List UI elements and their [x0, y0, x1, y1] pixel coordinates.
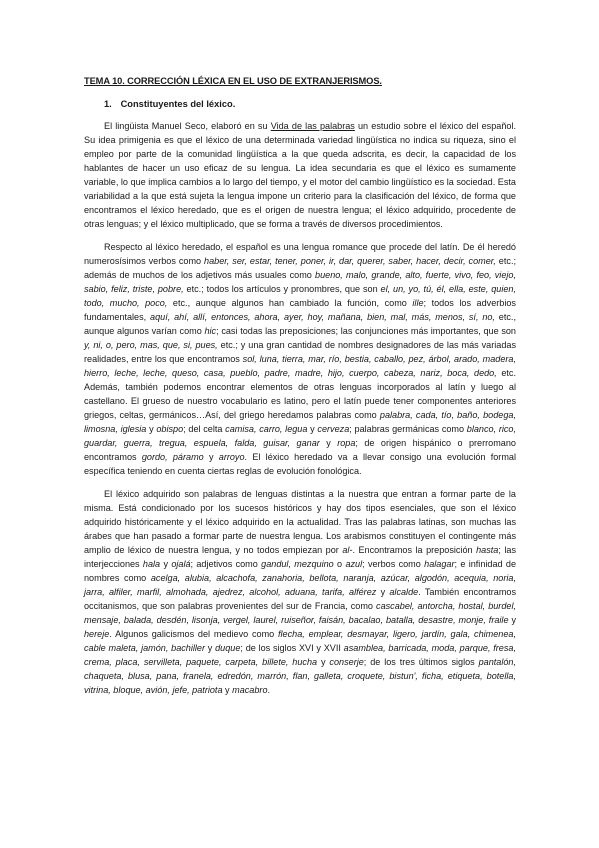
italic-term: bueno, malo, grande, alto, fuerte, vivo, feo, viejo, sabio, feliz, triste, pobre,	[84, 270, 516, 294]
text-run: ; de origen hispánico o prerromano encontramos	[84, 438, 516, 462]
italic-term: hereje	[84, 629, 110, 639]
text-run: ; e infinidad de nombres como	[84, 559, 517, 583]
text-run: y	[146, 424, 157, 434]
text-run: y	[307, 424, 318, 434]
italic-term: ojalá	[171, 559, 191, 569]
italic-term: obispo	[156, 424, 184, 434]
italic-term: hic	[204, 326, 217, 336]
italic-term: ille	[412, 298, 424, 308]
italic-term: acelga, alubia, alcachofa, zanahoria, bellota, naranja, azúcar, algodón, acequia, noria, jarra, alfiler, marfil, almohada, ajedrez, alcohol, aduana, tarifa, alférez	[84, 573, 516, 597]
italic-term: duque	[215, 643, 241, 653]
italic-term: sol, luna, tierra, mar, río, bestia, caballo, pez, árbol, arado, madera, hierro, leche, leche, queso, casa, pueblo, padre, madre, hijo, cuerpo, cabeza, nariz, boca, dedo,	[84, 354, 516, 378]
text-run: Respecto al léxico heredado, el español es una lengua romance que procede del latín. De él heredó numerosísimos verbos como	[84, 242, 516, 266]
text-run: . Algunos galicismos del medievo como	[109, 629, 278, 639]
section-number: 1.	[104, 99, 112, 109]
text-run: y	[317, 657, 330, 667]
text-run: . También encontramos occitanismos, que son palabras provenientes del sur de Francia, como	[84, 587, 517, 611]
italic-term: asamblea, barricada, moda, parque, fresa, crema, placa, servilleta, paquete, carpeta, billete, hucha	[84, 643, 516, 667]
section-heading	[104, 97, 516, 111]
italic-term: al-	[342, 545, 353, 555]
text-run: ; casi todas las preposiciones; las conjunciones más importantes, que son	[216, 326, 516, 336]
text-run: ; del celta	[183, 424, 226, 434]
text-run: ; las interjecciones	[84, 545, 516, 569]
paragraph-1	[84, 119, 516, 231]
italic-term: halagar	[424, 559, 455, 569]
italic-term: ropa	[337, 438, 356, 448]
text-run: y	[222, 685, 233, 695]
italic-term: y, ni, o, pero, mas, que, si, pues,	[84, 340, 218, 350]
italic-term: palabra, cada, tío, baño, bodega, limosna, iglesia	[84, 410, 516, 434]
text-run: etc.; además de muchos de los adjetivos más usuales como	[84, 256, 516, 280]
text-run: ; palabras germánicas como	[349, 424, 467, 434]
italic-term: cerveza	[317, 424, 350, 434]
section-title: Constituyentes del léxico.	[120, 99, 236, 109]
italic-term: conserje	[329, 657, 364, 667]
text-run: etc.; todos los artículos y pronombres, que son	[183, 284, 381, 294]
text-run: etc. Además, también podemos encontrar elementos de otras lenguas incorporados al latín y luego al castellano. El grueso de nuestro vocabulario es latino, pero el latín puede tener componentes anteriores griegos, celtas, germánicos…Así, del griego heredamos palabras como	[84, 368, 517, 420]
italic-term: macabro	[232, 685, 268, 695]
text-run: y	[160, 559, 172, 569]
paragraph-2	[84, 240, 516, 478]
text-run: y	[319, 438, 338, 448]
italic-term: pantalón, chaqueta, blusa, pana, franela, edredón, marrón, flan, galleta, croquete, bistun', ficha, etiqueta, botella, vitrina, bloque, avión, jefe, patriota	[84, 657, 517, 695]
text-run: etc.; y una gran cantidad de nombres designadores de las más variadas realidades, entre los que encontramos	[84, 340, 516, 364]
italic-term: azul	[345, 559, 363, 569]
text-run: .	[267, 685, 271, 695]
text-run: ; de los siglos XVI y XVII	[240, 643, 344, 653]
paragraph-3	[84, 487, 516, 697]
text-run: y	[203, 452, 219, 462]
text-run: ; adjetivos como	[190, 559, 262, 569]
text-run: etc., aunque algunos varían como	[84, 312, 516, 336]
text-run: ; verbos como	[362, 559, 425, 569]
document-title: TEMA 10. CORRECCIÓN LÉXICA EN EL USO DE EXTRANJERISMOS.	[84, 76, 382, 86]
italic-term: alcalde	[389, 587, 419, 597]
italic-term: cascabel, antorcha, hostal, burdel, mensaje, balada, desdén, lisonja, vergel, laurel, ruiseñor, faisán, bacalao, batalla, desastre, monje, fraile	[84, 601, 516, 625]
text-run: y	[205, 643, 216, 653]
text-run: El léxico adquirido son palabras de lenguas distintas a la nuestra que entran a formar parte de la misma. Está condicionado por los sucesos históricos y hay dos tipos esenciales, que son el léxico adquirido históricamente y el léxico adquirido en la actualidad. Tras las palabras latinas, son muchas las árabes que han pasado a formar parte de nuestra lengua. Los arabismos constituyen el contingente más amplio de léxico de nuestra lengua, y no todos empiezan por	[84, 489, 516, 555]
text-run: un estudio sobre el léxico del español. Su idea primigenia es que el léxico de una determinada variedad lingüística no indica su riqueza, sino el empleo por parte de la comunidad lingüística a la que queda adscrita, es decir, la capacidad de los hablantes de hacer un uso eficaz de su lengua. La idea secundaria es que el léxico es sumamente variable, lo que implica cambios a lo largo del tiempo, y el motor del cambio lingüístico es la sociedad. Esta variabilidad a la que está sujeta la lengua impone un criterio para la clasificación del léxico, de forma que encontramos el léxico heredado, que es el origen de nuestra lengua; el léxico adquirido, procedente de otras lenguas; y el léxico multiplicado, que se forma a través de diversos procedimientos.	[84, 121, 516, 229]
text-run: y	[508, 615, 517, 625]
book-title: Vida de las palabras	[270, 121, 355, 131]
italic-term: el, un, yo, tú, él, ella, este, quien, todo, mucho, poco,	[84, 284, 517, 308]
italic-term: gandul, mezquino	[261, 559, 334, 569]
text-run: ; de los tres últimos siglos	[363, 657, 479, 667]
text-run: El lingüista Manuel Seco, elaboró en su	[104, 121, 271, 131]
italic-term: gordo, páramo	[141, 452, 204, 462]
italic-term: hala	[142, 559, 161, 569]
italic-term: arroyo	[218, 452, 245, 462]
italic-term: haber, ser, estar, tener, poner, ir, dar, querer, saber, hacer, decir, comer,	[204, 256, 496, 266]
italic-term: aquí, ahí, allí, entonces, ahora, ayer, hoy, mañana, bien, mal, más, menos, sí, no,	[150, 312, 495, 322]
italic-term: flecha, emplear, desmayar, ligero, jardín, gala, chimenea, cable maleta, jamón, bachiller	[84, 629, 516, 653]
text-run: ; todos los adverbios fundamentales,	[84, 298, 516, 322]
italic-term: hasta	[476, 545, 499, 555]
text-run: etc., aunque algunos han cambiado la función, como	[167, 298, 413, 308]
document-body	[84, 74, 516, 706]
text-run: o	[333, 559, 346, 569]
italic-term: camisa, carro, legua	[225, 424, 308, 434]
text-run: . Encontramos la preposición	[352, 545, 477, 555]
text-run: y	[376, 587, 390, 597]
italic-term: blanco, rico, guardar, guerra, tregua, espuela, falda, guisar, ganar	[84, 424, 516, 448]
text-run: . El léxico heredado va a llevar consigo una evolución formal específica teniendo en cuenta ciertas reglas de evolución fonológica.	[84, 452, 516, 476]
